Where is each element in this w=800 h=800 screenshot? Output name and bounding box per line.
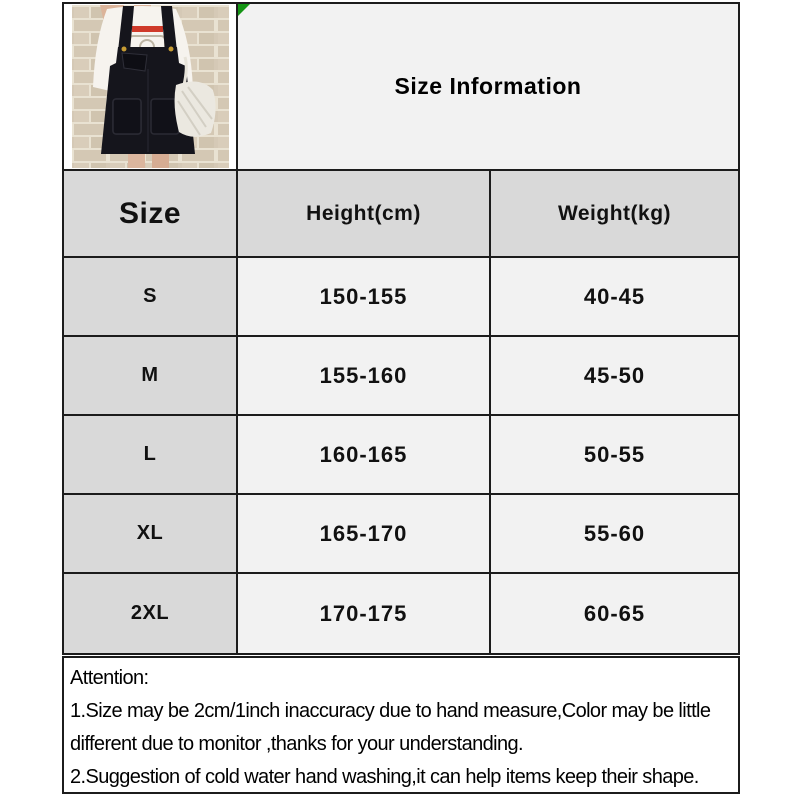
weight-cell: 45-50 (491, 337, 738, 416)
attention-heading: Attention: (70, 667, 149, 689)
weight-cell: 60-65 (491, 574, 738, 653)
product-photo-cell (64, 4, 238, 171)
column-header-size: Size (64, 171, 238, 258)
button-left (121, 47, 126, 52)
size-cell: XL (64, 495, 238, 574)
size-cell: S (64, 258, 238, 337)
product-photo (72, 5, 229, 168)
size-cell: 2XL (64, 574, 238, 653)
leg-right (152, 154, 169, 168)
attention-line: 1.Size may be 2cm/1inch inaccuracy due to hand measure,Color may be little (70, 700, 711, 722)
chest-pocket (122, 53, 147, 71)
column-header-weight: Weight(kg) (491, 171, 738, 258)
weight-cell: 50-55 (491, 416, 738, 495)
height-cell: 170-175 (238, 574, 491, 653)
size-table (62, 2, 740, 655)
attention-line: different due to monitor ,thanks for your understanding. (70, 733, 523, 755)
button-right (168, 47, 173, 52)
weight-cell: 55-60 (491, 495, 738, 574)
column-header-height: Height(cm) (238, 171, 491, 258)
height-cell: 155-160 (238, 337, 491, 416)
green-corner-triangle-icon (238, 4, 250, 16)
size-cell: L (64, 416, 238, 495)
height-cell: 150-155 (238, 258, 491, 337)
tshirt-print (132, 26, 163, 32)
size-information-title-cell (238, 4, 738, 171)
front-pocket-left (113, 99, 141, 134)
leg-left (128, 154, 145, 168)
weight-cell: 40-45 (491, 258, 738, 337)
attention-line: 2.Suggestion of cold water hand washing,it can help items keep their shape. (70, 766, 699, 788)
page-title: Size Information (394, 73, 582, 99)
height-cell: 160-165 (238, 416, 491, 495)
height-cell: 165-170 (238, 495, 491, 574)
size-cell: M (64, 337, 238, 416)
attention-note-box (62, 656, 740, 794)
